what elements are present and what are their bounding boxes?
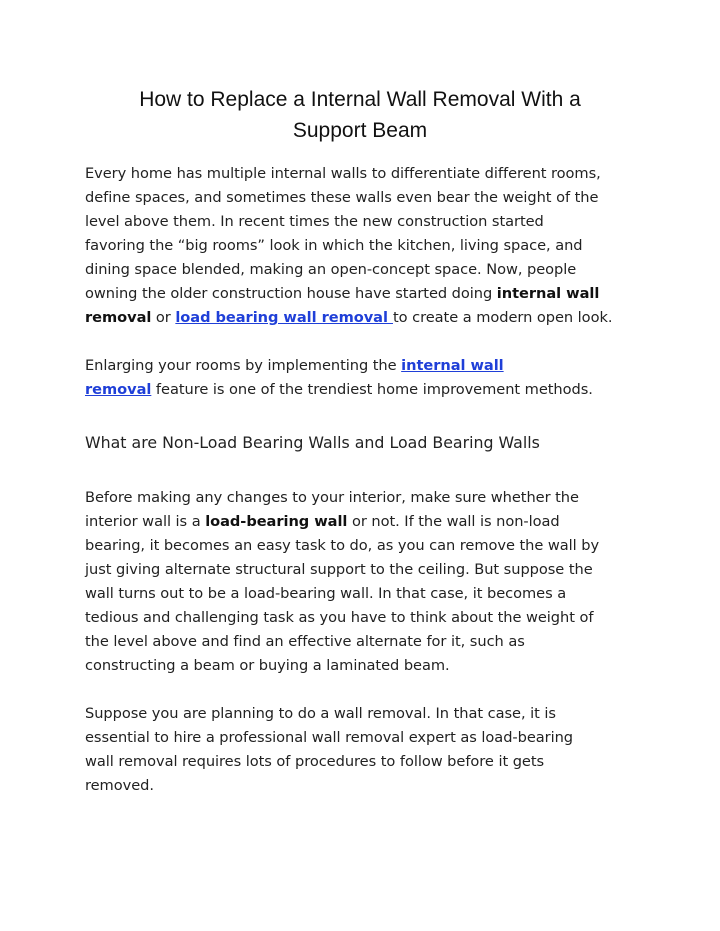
bold-term-load-bearing-wall: load-bearing wall [205,513,348,530]
text-segment: or [151,309,176,326]
text-segment: Enlarging your rooms by implementing the [85,357,402,374]
page-title [60,84,660,146]
text-line: Every home has multiple internal walls to differentiate different rooms, [85,165,601,182]
text-line: level above them. In recent times the new construction started [85,213,544,230]
text-segment: interior wall is a [85,513,206,530]
paragraph-hire-expert [85,702,645,798]
section-heading: What are Non-Load Bearing Walls and Load Bearing Walls [85,433,540,452]
text-line: define spaces, and sometimes these walls even bear the weight of the [85,189,599,206]
text-line [85,282,645,306]
title-line-1: How to Replace a Internal Wall Removal With a [139,88,581,111]
link-internal-wall-removal[interactable]: internal wall [401,357,504,374]
text-line: wall removal requires lots of procedures to follow before it gets [85,753,545,770]
text-line: tedious and challenging task as you have to think about the weight of [85,609,594,626]
link-load-bearing-wall-removal[interactable]: load bearing wall removal [175,309,393,326]
text-line: just giving alternate structural support to the ceiling. But suppose the [85,561,593,578]
link-internal-wall-removal-cont[interactable]: removal [85,381,152,398]
text-line: Before making any changes to your interior, make sure whether the [85,489,579,506]
text-segment: feature is one of the trendiest home improvement methods. [151,381,593,398]
text-line [85,306,645,330]
text-segment: or not. If the wall is non-load [347,513,560,530]
paragraph-enlarging [85,354,645,402]
text-line: constructing a beam or buying a laminated beam. [85,657,450,674]
text-line: essential to hire a professional wall removal expert as load-bearing [85,729,574,746]
paragraph-intro [85,162,645,330]
text-line: bearing, it becomes an easy task to do, as you can remove the wall by [85,537,600,554]
bold-term-removal: removal [85,309,152,326]
bold-term-internal-wall: internal wall [496,285,600,302]
text-line [85,354,645,378]
text-line: dining space blended, making an open-concept space. Now, people [85,261,577,278]
text-line: removed. [85,777,154,794]
text-line: the level above and find an effective alternate for it, such as [85,633,525,650]
text-line: Suppose you are planning to do a wall removal. In that case, it is [85,705,556,722]
paragraph-before-changes [85,486,645,678]
text-segment: to create a modern open look. [392,309,613,326]
text-line [85,378,645,402]
text-line [85,510,645,534]
text-line: wall turns out to be a load-bearing wall. In that case, it becomes a [85,585,567,602]
title-line-2: Support Beam [292,119,428,142]
text-line: favoring the “big rooms” look in which the kitchen, living space, and [85,237,583,254]
text-segment: owning the older construction house have started doing [85,285,497,302]
